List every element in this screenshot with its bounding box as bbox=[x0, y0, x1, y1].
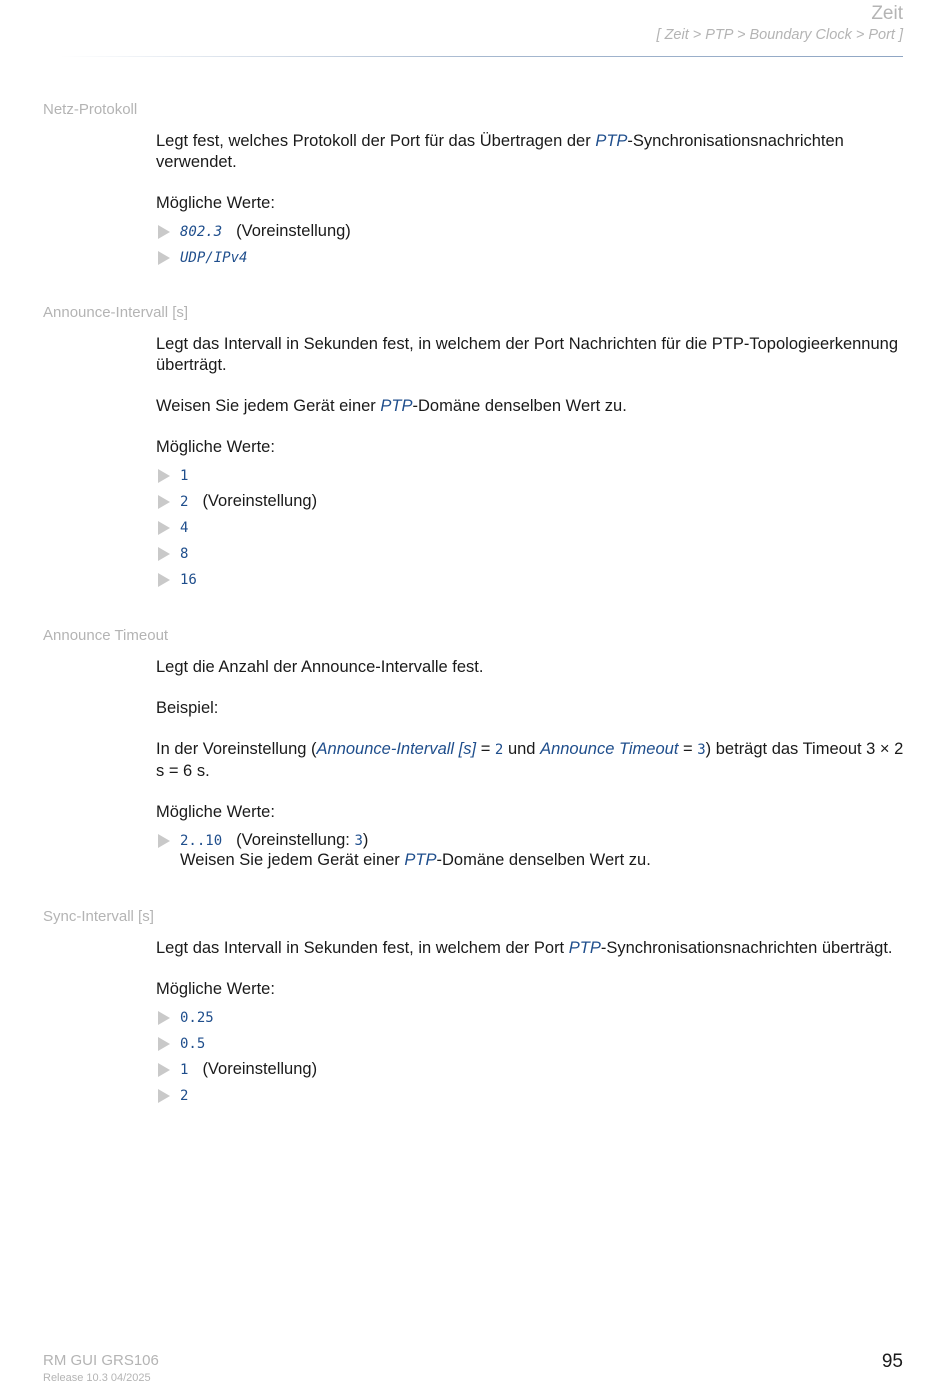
list-item bbox=[156, 244, 906, 270]
description-text: Legt fest, welches Protokoll der Port für das Übertragen der bbox=[156, 132, 596, 150]
bullet-triangle-icon bbox=[158, 521, 170, 535]
list-item bbox=[156, 1030, 906, 1056]
values-label: Mögliche Werte: bbox=[156, 438, 275, 456]
description bbox=[156, 938, 906, 959]
values-list bbox=[156, 827, 906, 871]
description-text: -Synchronisationsnachrichten überträgt. bbox=[600, 939, 893, 957]
example-text: In der Voreinstellung ( bbox=[156, 740, 317, 758]
example-text: und bbox=[503, 740, 541, 758]
value-note: (Voreinstellung) bbox=[202, 492, 318, 510]
hint bbox=[156, 396, 906, 417]
description: Legt das Intervall in Sekunden fest, in welchem der Port Nachrichten für die PTP-Topologieerkennung überträgt. bbox=[156, 335, 899, 374]
values-list bbox=[156, 1004, 906, 1108]
header-divider bbox=[60, 56, 903, 57]
value-code: 1 bbox=[180, 468, 189, 484]
section-title: Netz-Protokoll bbox=[43, 101, 138, 118]
list-item bbox=[156, 514, 906, 540]
bullet-triangle-icon bbox=[158, 1089, 170, 1103]
value-code: UDP/IPv4 bbox=[180, 250, 248, 266]
section-body bbox=[156, 938, 906, 1108]
value-code: 4 bbox=[180, 520, 189, 536]
section-title: Sync-Intervall [s] bbox=[43, 908, 154, 925]
list-item bbox=[156, 1082, 906, 1108]
page-number: 95 bbox=[881, 1351, 903, 1372]
hint-text: -Domäne denselben Wert zu. bbox=[436, 851, 651, 869]
list-item bbox=[156, 827, 906, 871]
hint-text: -Domäne denselben Wert zu. bbox=[412, 397, 627, 415]
example-value: 2 bbox=[494, 742, 504, 758]
footer-release: Release 10.3 04/2025 bbox=[43, 1372, 151, 1384]
section-title: Announce Timeout bbox=[43, 627, 169, 644]
description-text: Legt das Intervall in Sekunden fest, in welchem der Port bbox=[156, 939, 569, 957]
example-label: Beispiel: bbox=[156, 699, 219, 717]
bullet-triangle-icon bbox=[158, 573, 170, 587]
value-code: 16 bbox=[180, 572, 197, 588]
description bbox=[156, 131, 906, 173]
list-item bbox=[156, 566, 906, 592]
bullet-triangle-icon bbox=[158, 251, 170, 265]
breadcrumb: [ Zeit > PTP > Boundary Clock > Port ] bbox=[656, 27, 903, 43]
value-note bbox=[236, 831, 368, 849]
announce-timeout-link[interactable]: Announce Timeout bbox=[540, 740, 679, 758]
value-code: 0.5 bbox=[180, 1036, 206, 1052]
ptp-link[interactable]: PTP bbox=[404, 851, 437, 869]
list-item bbox=[156, 218, 906, 244]
list-item bbox=[156, 1004, 906, 1030]
bullet-triangle-icon bbox=[158, 1037, 170, 1051]
values-label: Mögliche Werte: bbox=[156, 194, 275, 212]
list-item bbox=[156, 1056, 906, 1082]
note-value: 3 bbox=[354, 833, 363, 849]
value-code: 2 bbox=[180, 494, 189, 510]
footer-product: RM GUI GRS106 bbox=[43, 1352, 159, 1369]
list-item bbox=[156, 488, 906, 514]
value-note: (Voreinstellung) bbox=[236, 222, 351, 240]
section-body bbox=[156, 131, 906, 270]
note-text: (Voreinstellung: bbox=[236, 831, 355, 849]
example-text: = bbox=[678, 740, 698, 758]
announce-intervall-link[interactable]: Announce-Intervall [s] bbox=[316, 740, 477, 758]
description-text: -Synchronisationsnachrichten verwendet. bbox=[156, 132, 844, 171]
example bbox=[156, 739, 906, 782]
description: Legt die Anzahl der Announce-Intervalle fest. bbox=[156, 658, 484, 676]
ptp-link[interactable]: PTP bbox=[568, 939, 601, 957]
value-note: (Voreinstellung) bbox=[202, 1060, 318, 1078]
bullet-triangle-icon bbox=[158, 1063, 170, 1077]
section-title: Announce-Intervall [s] bbox=[43, 304, 189, 321]
hint-text: Weisen Sie jedem Gerät einer bbox=[180, 851, 405, 869]
ptp-link[interactable]: PTP bbox=[380, 397, 413, 415]
note-text: ) bbox=[362, 831, 369, 849]
section-body bbox=[156, 657, 906, 871]
value-code: 2 bbox=[180, 1088, 189, 1104]
bullet-triangle-icon bbox=[158, 495, 170, 509]
section-body bbox=[156, 334, 906, 592]
bullet-triangle-icon bbox=[158, 1011, 170, 1025]
hint-text: Weisen Sie jedem Gerät einer bbox=[156, 397, 381, 415]
value-code: 2..10 bbox=[180, 833, 223, 849]
bullet-triangle-icon bbox=[158, 547, 170, 561]
values-list bbox=[156, 218, 906, 270]
value-code: 8 bbox=[180, 546, 189, 562]
ptp-link[interactable]: PTP bbox=[595, 132, 628, 150]
value-code: 802.3 bbox=[180, 224, 223, 240]
value-code: 0.25 bbox=[180, 1010, 214, 1026]
values-label: Mögliche Werte: bbox=[156, 980, 275, 998]
list-item bbox=[156, 462, 906, 488]
example-value: 3 bbox=[697, 742, 706, 758]
bullet-triangle-icon bbox=[158, 834, 170, 848]
bullet-triangle-icon bbox=[158, 225, 170, 239]
value-hint bbox=[180, 850, 906, 871]
example-text: = bbox=[476, 740, 495, 758]
list-item bbox=[156, 540, 906, 566]
values-label: Mögliche Werte: bbox=[156, 803, 275, 821]
page-header-title: Zeit bbox=[871, 3, 903, 24]
value-code: 1 bbox=[180, 1062, 189, 1078]
example-text: ) beträgt das Timeout 3 × 2 s = 6 s. bbox=[156, 740, 904, 780]
values-list bbox=[156, 462, 906, 592]
bullet-triangle-icon bbox=[158, 469, 170, 483]
